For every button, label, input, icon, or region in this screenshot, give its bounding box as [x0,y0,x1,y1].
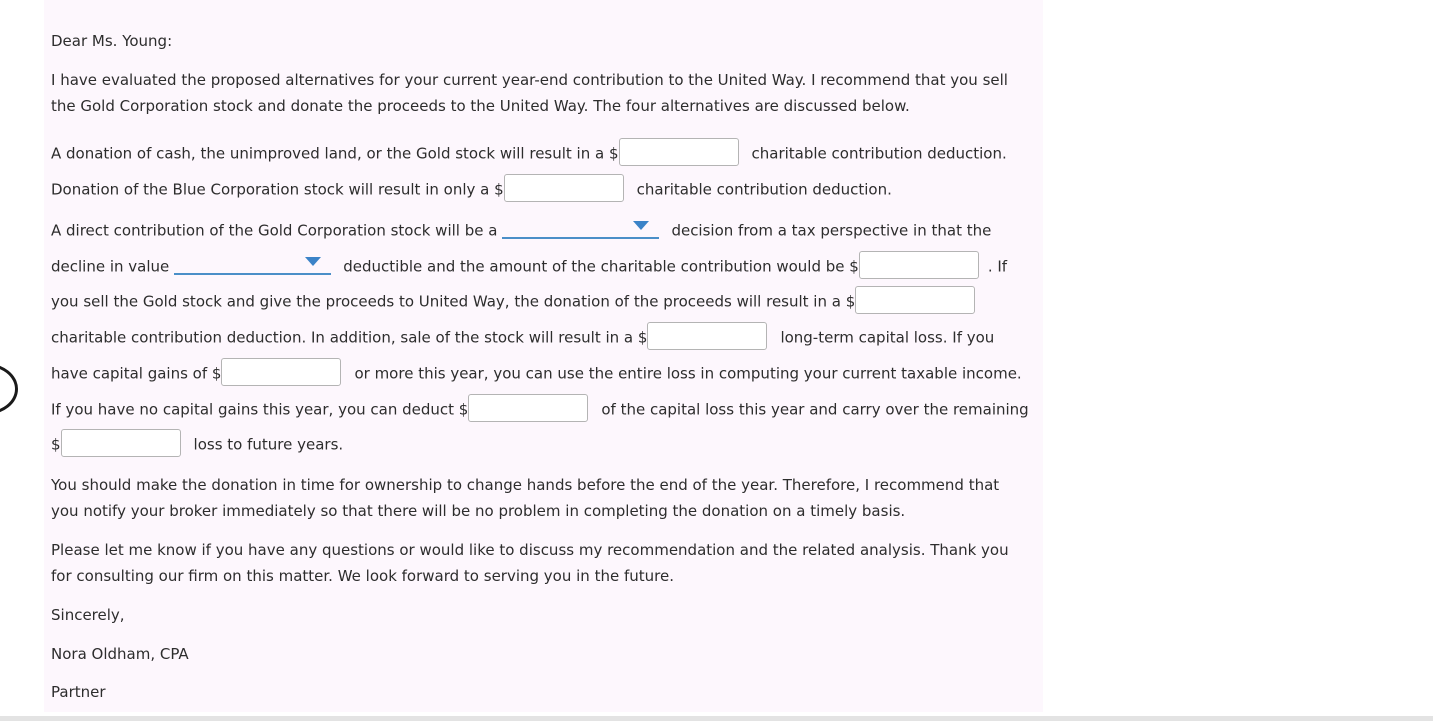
carryover-loss-input[interactable] [61,429,181,457]
text-capital-gains-of: have capital gains of $ [51,364,222,383]
analysis-line-7 [51,431,343,459]
text-decision-perspective: decision from a tax perspective in that the [671,221,992,240]
text-cash-land-gold-after: charitable contribution deduction. [751,144,1007,163]
chevron-down-icon [633,221,649,230]
signer-name: Nora Oldham, CPA [51,645,189,663]
closing-paragraph-line-2: for consulting our firm on this matter. We look forward to serving you in the future. [51,567,674,585]
paragraph-blue-stock [51,176,892,204]
intro-line-1: I have evaluated the proposed alternatives for your current year-end contribution to the United Way. I recommend that you sell [51,71,1008,89]
text-dollar-sign: $ [51,435,61,454]
deduct-this-year-input[interactable] [468,394,588,422]
capital-gains-threshold-input[interactable] [221,358,341,386]
text-no-capital-gains: If you have no capital gains this year, you can deduct $ [51,400,469,419]
analysis-line-6 [51,396,1029,424]
text-blue-stock-after: charitable contribution deduction. [636,180,892,199]
text-if: . If [987,257,1008,276]
bottom-divider [0,716,1433,721]
text-long-term-loss: long-term capital loss. If you [780,328,995,347]
intro-line-2: the Gold Corporation stock and donate the proceeds to the United Way. The four alternatives are discussed below. [51,97,910,115]
text-decline-in-value: decline in value [51,257,170,276]
decision-type-dropdown[interactable] [502,215,659,239]
chevron-down-icon [305,257,321,266]
analysis-line-5 [51,360,1022,388]
analysis-line-4 [51,324,994,352]
cursor-indicator [0,363,18,415]
deduction-blue-stock-input[interactable] [504,174,624,202]
text-blue-stock-before: Donation of the Blue Corporation stock will result in only a $ [51,180,504,199]
capital-loss-input[interactable] [647,322,767,350]
contribution-amount-input[interactable] [859,251,979,279]
text-direct-contribution: A direct contribution of the Gold Corporation stock will be a [51,221,498,240]
paragraph-cash-land-gold [51,140,1007,168]
text-future-years: loss to future years. [193,435,344,454]
decline-in-value-dropdown[interactable] [174,251,331,275]
analysis-line-2 [51,253,1007,281]
closing-paragraph-line-1: Please let me know if you have any questions or would like to discuss my recommendation and the related analysis. Thank you [51,541,1009,559]
text-sale-of-stock: charitable contribution deduction. In addition, sale of the stock will result in a $ [51,328,648,347]
analysis-line-1 [51,219,991,243]
text-cash-land-gold-before: A donation of cash, the unimproved land, or the Gold stock will result in a $ [51,144,619,163]
proceeds-deduction-input[interactable] [855,286,975,314]
salutation: Dear Ms. Young: [51,32,173,50]
closing: Sincerely, [51,606,125,624]
deduction-cash-land-gold-input[interactable] [619,138,739,166]
text-entire-loss: or more this year, you can use the entire loss in computing your current taxable income. [354,364,1022,383]
text-carry-over: of the capital loss this year and carry over the remaining [601,400,1029,419]
recommendation-line-1: You should make the donation in time for ownership to change hands before the end of the year. Therefore, I recommend that [51,476,1000,494]
text-sell-gold-stock: you sell the Gold stock and give the proceeds to United Way, the donation of the proceeds will result in a $ [51,292,856,311]
analysis-line-3 [51,288,975,316]
text-deductible-amount: deductible and the amount of the charitable contribution would be $ [343,257,859,276]
signer-title: Partner [51,683,106,701]
recommendation-line-2: you notify your broker immediately so that there will be no problem in completing the donation on a timely basis. [51,502,906,520]
